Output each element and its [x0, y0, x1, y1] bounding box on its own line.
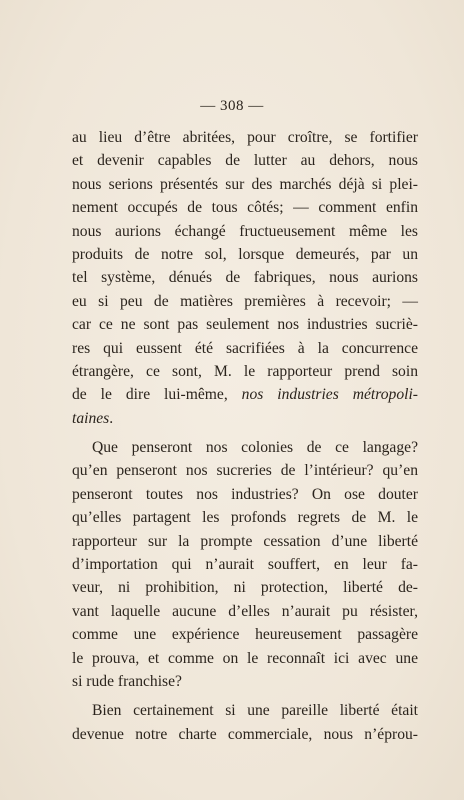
text-line: si rude franchise? — [72, 672, 182, 690]
text-run: . — [109, 409, 114, 427]
text-line: qu’elles partagent les profonds regrets de M. le — [72, 509, 418, 527]
text-line: produits de notre sol, lorsque demeurés, par un — [72, 245, 418, 263]
paragraph-1 — [72, 126, 418, 430]
text-line: tel système, dénués de fabriques, nous aurions — [72, 269, 418, 287]
text-line: au lieu d’être abritées, pour croître, se fortifier — [72, 129, 418, 146]
text-line — [72, 407, 418, 430]
text-line: Bien certainement si une pareille liberté était — [92, 702, 418, 720]
text-line: nous aurions échangé fructueusement même les — [72, 222, 418, 240]
text-line: penseront toutes nos industries? On ose douter — [72, 485, 418, 503]
page-number: — 308 — — [200, 98, 264, 114]
text-run: de le dire lui-même, — [72, 386, 242, 404]
body-text — [72, 126, 418, 746]
text-line: res qui eussent été sacrifiées à la concurrence — [72, 339, 418, 357]
text-line: et devenir capables de lutter au dehors, nous — [72, 152, 418, 170]
italic-phrase: nos industries métropoli- — [241, 386, 418, 404]
text-line — [72, 383, 418, 406]
text-line: car ce ne sont pas seulement nos industries sucriè- — [72, 316, 418, 334]
text-line: vant laquelle aucune d’elles n’aurait pu résister, — [72, 602, 418, 620]
text-line: comme une expérience heureusement passagère — [72, 626, 418, 644]
text-line: veur, ni prohibition, ni protection, liberté de- — [72, 579, 418, 597]
text-line: Que penseront nos colonies de ce langage? — [92, 439, 418, 457]
text-line: nement occupés de tous côtés; — comment enfin — [72, 199, 418, 217]
text-line: étrangère, ce sont, M. le rapporteur prend soin — [72, 362, 418, 380]
italic-phrase: taines — [72, 409, 110, 427]
text-line: nous serions présentés sur des marchés déjà si plei- — [72, 175, 418, 193]
text-line: le prouva, et comme on le reconnaît ici avec une — [72, 649, 418, 667]
text-line: rapporteur sur la prompte cessation d’une liberté — [72, 532, 418, 550]
paragraph-3 — [72, 699, 418, 746]
text-line: eu si peu de matières premières à recevoir; — — [72, 292, 418, 310]
text-line: qu’en penseront nos sucreries de l’intérieur? qu’en — [72, 462, 418, 480]
text-line: d’importation qui n’aurait souffert, en leur fa- — [72, 556, 418, 574]
text-line: devenue notre charte commerciale, nous n’éprou- — [72, 725, 418, 743]
paragraph-2 — [72, 436, 418, 693]
